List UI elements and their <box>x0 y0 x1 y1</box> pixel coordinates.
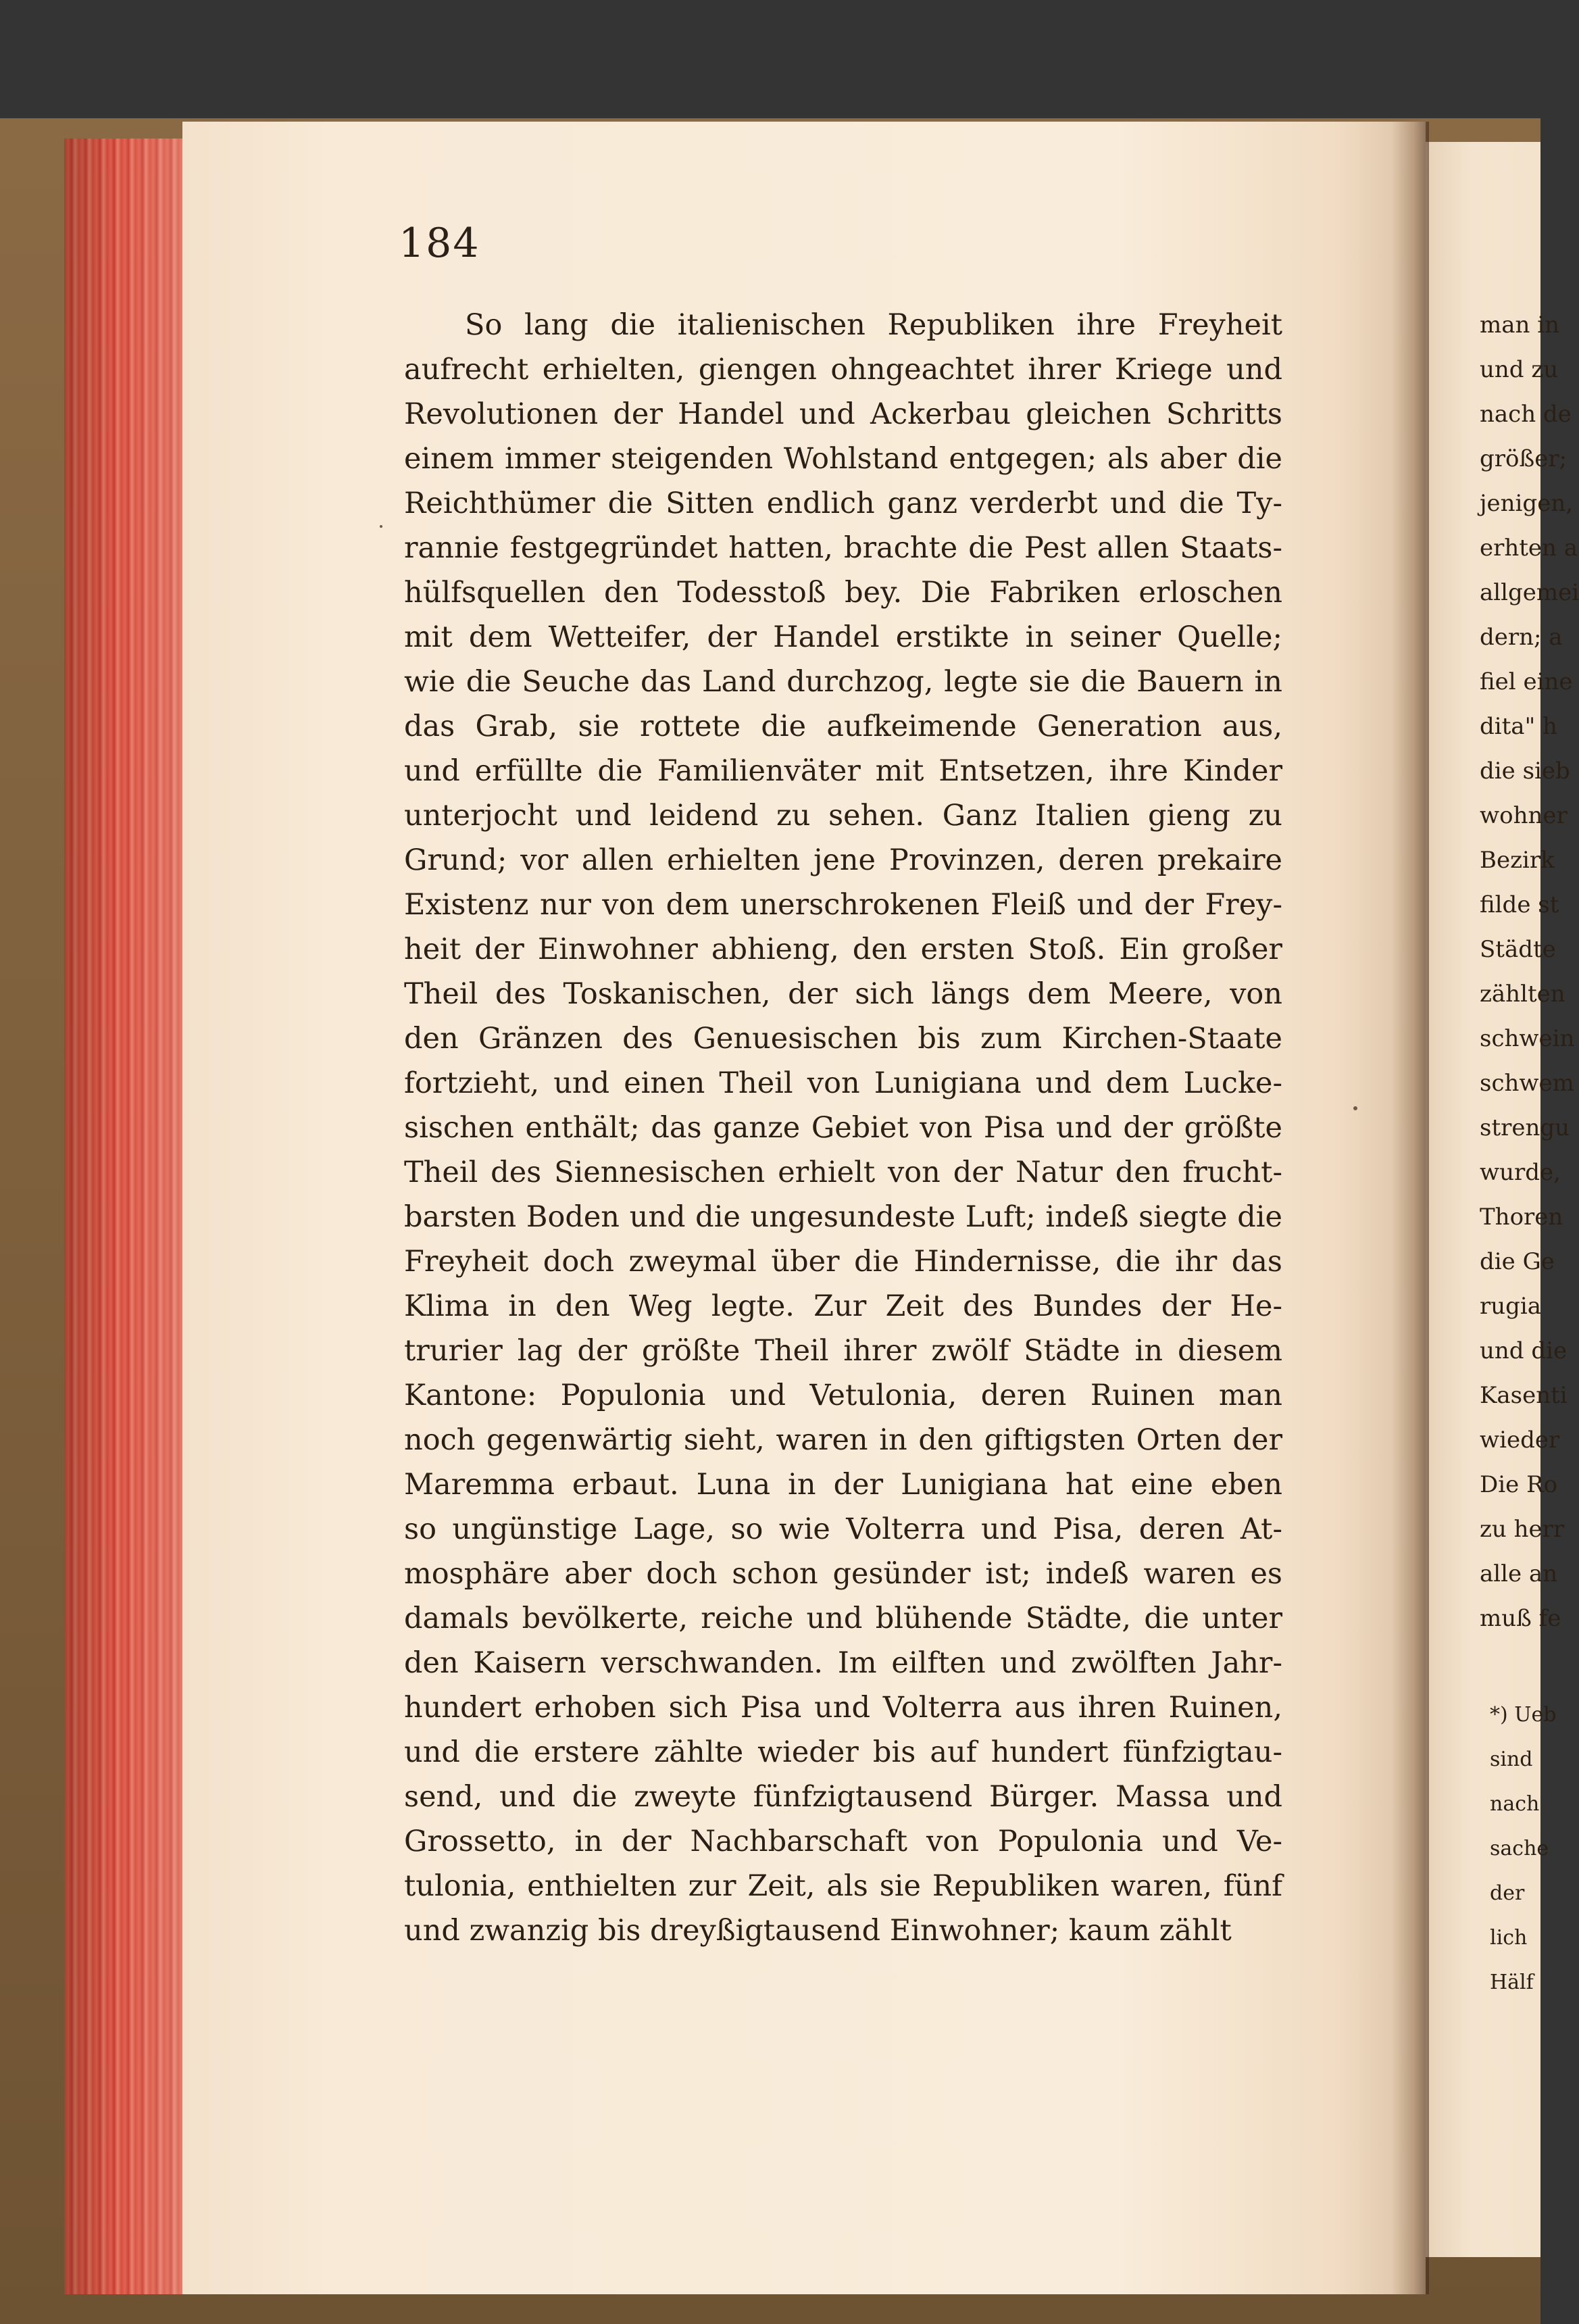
text-line: unterjocht und leidend zu sehen. Ganz Italien gieng zu <box>404 799 1282 833</box>
text-line: Kantone: Populonia und Vetulonia, deren Ruinen man <box>404 1379 1282 1412</box>
facing-text-line: fiel eine <box>1480 668 1573 695</box>
page-body-text <box>404 303 1282 1953</box>
text-line: den Gränzen des Genuesischen bis zum Kirchen-Staate <box>404 1022 1282 1056</box>
paper-speck <box>1353 1106 1357 1110</box>
text-line: den Kaisern verschwanden. Im eilften und zwölften Jahr- <box>404 1646 1282 1680</box>
text-line: barsten Boden und die ungesundeste Luft; indeß siegte die <box>404 1200 1282 1234</box>
text-line: damals bevölkerte, reiche und blühende Städte, die unter <box>404 1602 1282 1635</box>
text-line: und zwanzig bis dreyßigtausend Einwohner; kaum zählt <box>404 1914 1232 1948</box>
text-line: hundert erhoben sich Pisa und Volterra aus ihren Ruinen, <box>404 1691 1282 1725</box>
facing-text-line: Städte <box>1480 936 1556 963</box>
footnote-line: *) Ueb <box>1490 1703 1557 1727</box>
facing-text-line: wohner <box>1480 802 1568 829</box>
footnote-line: nach <box>1490 1792 1540 1816</box>
facing-text-line: wurde, <box>1480 1159 1561 1186</box>
text-line: Reichthümer die Sitten endlich ganz verderbt und die Ty- <box>404 487 1282 520</box>
facing-text-line: größer; <box>1480 445 1568 472</box>
footnote-line: lich <box>1490 1926 1528 1950</box>
facing-text-line: zählten <box>1480 981 1565 1008</box>
book-gutter <box>1392 122 1429 2294</box>
facing-page-text <box>1480 303 1579 1641</box>
facing-text-line: dern; a <box>1480 624 1563 651</box>
facing-text-line: Die Ro <box>1480 1471 1558 1498</box>
facing-text-line: alle an <box>1480 1560 1558 1587</box>
footnote-line: sind <box>1490 1748 1533 1771</box>
facing-text-line: Thoren <box>1480 1204 1563 1231</box>
facing-text-line: schwein <box>1480 1025 1575 1052</box>
facing-text-line: nach de <box>1480 401 1572 428</box>
text-line: sischen enthält; das ganze Gebiet von Pisa und der größte <box>404 1111 1282 1145</box>
facing-text-line: und die <box>1480 1337 1568 1364</box>
facing-text-line: rugia <box>1480 1293 1542 1320</box>
text-line: heit der Einwohner abhieng, den ersten Stoß. Ein großer <box>404 933 1282 966</box>
text-line: Klima in den Weg legte. Zur Zeit des Bundes der He- <box>404 1289 1282 1323</box>
text-line: Grund; vor allen erhielten jene Provinzen, deren prekaire <box>404 843 1282 877</box>
facing-text-line: strengu <box>1480 1114 1570 1141</box>
page-edges-shading <box>64 139 193 2294</box>
text-line: send, und die zweyte fünfzigtausend Bürger. Massa und <box>404 1780 1282 1814</box>
text-line: Theil des Siennesischen erhielt von der Natur den frucht- <box>404 1156 1282 1189</box>
facing-text-line: erhten a <box>1480 535 1578 562</box>
text-line: Maremma erbaut. Luna in der Lunigiana hat eine eben <box>404 1468 1282 1502</box>
text-line: Theil des Toskanischen, der sich längs dem Meere, von <box>404 977 1282 1011</box>
footnote-line: Hälf <box>1490 1971 1534 1994</box>
facing-text-line: Bezirk <box>1480 847 1555 874</box>
text-line: Existenz nur von dem unerschrokenen Fleiß und der Frey- <box>404 888 1282 922</box>
facing-text-line: allgemei <box>1480 579 1579 606</box>
facing-text-line: die sieb <box>1480 758 1570 785</box>
text-line: aufrecht erhielten, giengen ohngeachtet ihrer Kriege und <box>404 353 1282 387</box>
text-line: Grossetto, in der Nachbarschaft von Populonia und Ve- <box>404 1825 1282 1858</box>
text-line: noch gegenwärtig sieht, waren in den giftigsten Orten der <box>404 1423 1282 1457</box>
facing-text-line: man in <box>1480 312 1559 339</box>
text-line: Freyheit doch zweymal über die Hindernisse, die ihr das <box>404 1245 1282 1279</box>
text-line: einem immer steigenden Wohlstand entgegen; als aber die <box>404 442 1282 476</box>
text-line: tulonia, enthielten zur Zeit, als sie Republiken waren, fünf <box>404 1869 1282 1903</box>
text-line: das Grab, sie rottete die aufkeimende Generation aus, <box>404 710 1282 743</box>
paper-speck <box>380 525 382 528</box>
text-line: hülfsquellen den Todesstoß bey. Die Fabriken erloschen <box>404 576 1282 610</box>
facing-text-line: dita" h <box>1480 713 1557 740</box>
text-line: So lang die italienischen Republiken ihre Freyheit <box>465 308 1282 342</box>
text-line: so ungünstige Lage, so wie Volterra und Pisa, deren At- <box>404 1512 1282 1546</box>
footnote-line: der <box>1490 1881 1525 1905</box>
facing-text-line: schwem <box>1480 1070 1574 1097</box>
text-line: und die erstere zählte wieder bis auf hundert fünfzigtau- <box>404 1735 1282 1769</box>
facing-text-line: wieder <box>1480 1427 1560 1454</box>
text-line: mosphäre aber doch schon gesünder ist; indeß waren es <box>404 1557 1282 1591</box>
text-line: und erfüllte die Familienväter mit Entsetzen, ihre Kinder <box>404 754 1282 788</box>
facing-text-line: zu herr <box>1480 1516 1565 1543</box>
text-line: trurier lag der größte Theil ihrer zwölf Städte in diesem <box>404 1334 1282 1368</box>
facing-text-line: die Ge <box>1480 1248 1555 1275</box>
text-line: rannie festgegründet hatten, brachte die Pest allen Staats- <box>404 531 1282 565</box>
facing-text-line: und zu <box>1480 356 1559 383</box>
text-line: Revolutionen der Handel und Ackerbau gleichen Schritts <box>404 397 1282 431</box>
text-line: mit dem Wetteifer, der Handel erstikte in seiner Quelle; <box>404 620 1282 654</box>
facing-page-footnote <box>1490 1693 1557 2005</box>
text-line: wie die Seuche das Land durchzog, legte sie die Bauern in <box>404 665 1282 699</box>
facing-text-line: Kasenti <box>1480 1382 1568 1409</box>
facing-text-line: muß fe <box>1480 1605 1561 1632</box>
text-line: fortzieht, und einen Theil von Lunigiana und dem Lucke- <box>404 1066 1282 1100</box>
page-number: 184 <box>399 220 480 267</box>
facing-text-line: filde st <box>1480 891 1559 918</box>
footnote-line: sache <box>1490 1837 1549 1860</box>
facing-text-line: jenigen, <box>1480 490 1574 517</box>
